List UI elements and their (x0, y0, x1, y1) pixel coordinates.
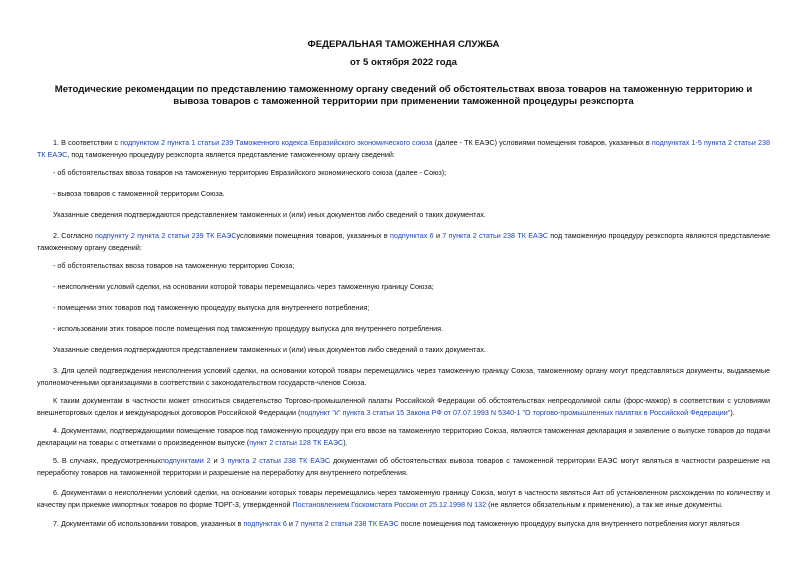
text: 6. Документами о неисполнении условий сделки, на основании которых товары перемещались через таможенную границу Союза, могут в частности являться Акт об установленном расхождении по количеству и качеству при приемке импортных товаров по форме ТОРГ-3, утвержденной (37, 488, 770, 509)
paragraph-5 (37, 455, 770, 478)
paragraph-6 (37, 487, 770, 510)
text: 1. В соответствии с (53, 138, 121, 147)
paragraph-1c: Указанные сведения подтверждаются представлением таможенных и (или) иных документов либо сведений о таких документах. (53, 210, 486, 219)
paragraph-7 (37, 518, 770, 530)
link-subitems-1-5-article-238[interactable]: подпунктах 1-5 пункта 2 статьи 238 ТК ЕАЭС (37, 138, 770, 159)
document-date: от 5 октября 2022 года (350, 57, 457, 68)
paragraph-2c: - помещении этих товаров под таможенную процедуру выпуска для внутреннего потребления; (53, 303, 370, 312)
text: 7. Документами об использовании товаров, указанных в (53, 519, 244, 528)
text: (не является обязательным к применению), а так же иные документы. (486, 499, 723, 509)
link-subitem-2-item-1-article-239[interactable]: подпунктом 2 пункта 1 статьи 239 Таможенного кодекса Евразийского экономического союза (120, 138, 433, 147)
paragraph-2b: - неисполнении условий сделки, на основании которой товары перемещались через таможенную границу Союза; (53, 282, 434, 291)
text: и (286, 519, 295, 528)
paragraph-3a (37, 395, 770, 418)
link-item-7-article-238[interactable]: 7 пункта 2 статьи 238 ТК ЕАЭС (442, 231, 548, 240)
paragraph-4 (37, 425, 770, 448)
text: 2. Согласно (53, 231, 95, 240)
text: , под таможенную процедуру реэкспорта является представление таможенному органу сведений: (67, 149, 395, 159)
text: под таможенную процедуру реэкспорта являются представление таможенному органу сведений: (37, 231, 770, 252)
link-subitems-2[interactable]: подпунктами 2 (160, 456, 211, 465)
paragraph-2d: - использовании этих товаров после помещения под таможенную процедуру выпуска для внутреннего потребления. (53, 324, 444, 333)
text: К таким документам в частности может относиться свидетельство Торгово-промышленной палаты Российской Федерации об обстоятельствах непреодолимой силы (форс-мажор) в соответствии с условиями внешнеторговых сделок и международных договоров Российской Федерации ( (37, 396, 770, 417)
text: 5. В случаях, предусмотренных (53, 456, 161, 465)
link-item-3-article-238[interactable]: 3 пункта 2 статьи 238 ТК ЕАЭС (220, 456, 331, 465)
text: ). (343, 437, 348, 447)
paragraph-2 (37, 230, 770, 253)
link-subitems-6[interactable]: подпунктах 6 (389, 231, 434, 240)
link-law-5340-1[interactable]: подпункт "к" пункта 3 статьи 15 Закона РФ от 07.07.1993 N 5340-1 "О торгово-промышленных палатах в Российской Федерации" (300, 407, 731, 417)
link-item-7-article-238-p7[interactable]: 7 пункта 2 статьи 238 ТК ЕАЭС (294, 519, 399, 528)
paragraph-1 (37, 137, 770, 160)
text: ). (730, 407, 735, 417)
link-goskomstat-resolution-132[interactable]: Постановлением Госкомстата России от 25.12.1998 N 132 (292, 499, 487, 509)
paragraph-2a: - об обстоятельствах ввоза товаров на таможенную территорию Союза; (53, 261, 295, 270)
text: документами об обстоятельствах вывоза товаров с таможенной территории ЕАЭС могут являться в частности разрешение на переработку товаров на таможенной территории и разрешение на переработку для внутреннего потребления. (37, 456, 771, 477)
paragraph-1a: - об обстоятельствах ввоза товаров на таможенную территорию Евразийского экономического союза (далее - Союз); (53, 168, 447, 177)
agency-heading: ФЕДЕРАЛЬНАЯ ТАМОЖЕННАЯ СЛУЖБА (307, 39, 500, 50)
link-item-2-article-128[interactable]: пункт 2 статьи 128 ТК ЕАЭС (249, 437, 344, 447)
text: и (210, 456, 221, 465)
document-title: Методические рекомендации по представлению таможенному органу сведений об обстоятельствах ввоза товаров на таможенную территорию и вывоза товаров с таможенной территории при применении таможенной процедуры реэкспорта (54, 84, 753, 107)
text: и (433, 231, 443, 240)
text: условиями помещения товаров, указанных в (236, 231, 390, 240)
link-subitems-6-p7[interactable]: подпунктах 6 (243, 519, 287, 528)
text: 4. Документами, подтверждающими помещение товаров под таможенную процедуру при его ввозе на таможенную территорию Союза, являются таможенная декларация и заявление о выпуске товаров до подачи декларации на товары с отметками о произведенном выпуске ( (37, 426, 770, 447)
paragraph-1b: - вывоза товаров с таможенной территории Союза. (53, 189, 225, 198)
paragraph-2e: Указанные сведения подтверждаются представлением таможенных и (или) иных документов либо сведений о таких документах. (53, 345, 486, 354)
paragraph-3: 3. Для целей подтверждения неисполнения условий сделки, на основании которой товары перемещались через таможенную границу Союза, таможенному органу могут представляться документы, выдаваемые уполномоченными организациями в соответствии с законодательством государств-членов Союза. (37, 366, 770, 387)
link-subitem-2-item-2-article-239[interactable]: подпункту 2 пункта 2 статьи 239 ТК ЕАЭС (94, 231, 237, 240)
text: после помещения под таможенную процедуру выпуска для внутреннего потребления могут являться (398, 519, 740, 528)
text: (далее - ТК ЕАЭС) условиями помещения товаров, указанных в (432, 138, 652, 147)
